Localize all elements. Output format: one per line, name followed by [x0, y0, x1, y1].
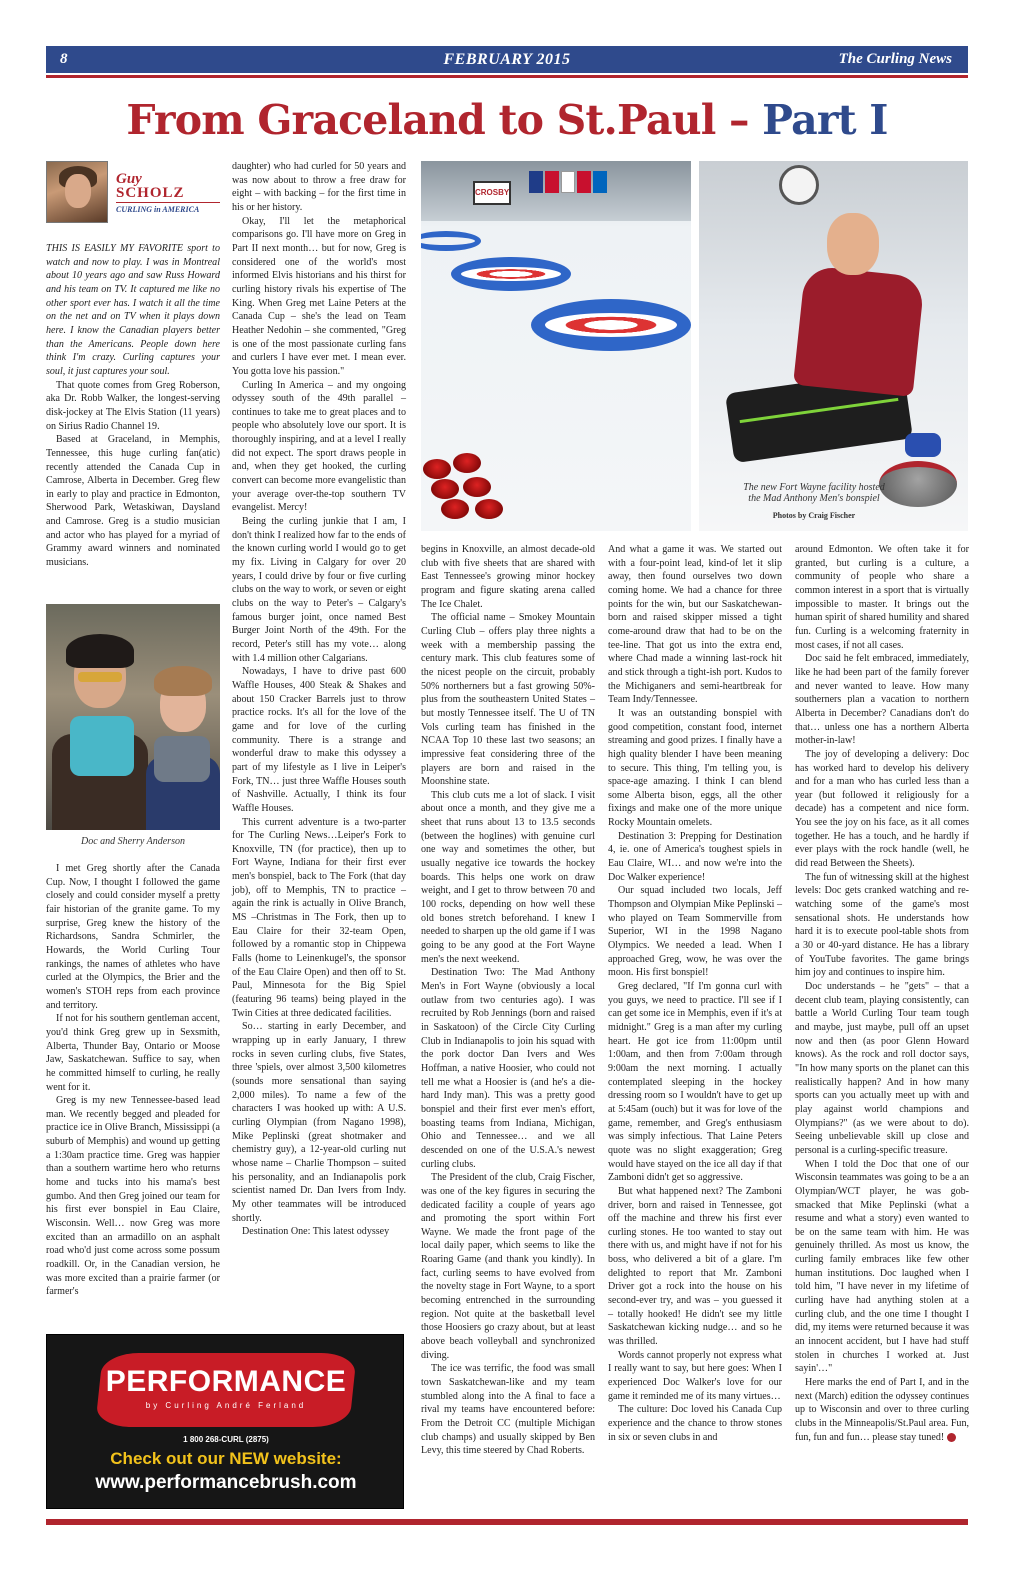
header-divider	[46, 75, 968, 78]
paragraph: The fun of witnessing skill at the highest levels: Doc gets cranked watching and re-watching some of the game's most sensational shots. He understands how hard it is to execute pool-table shots from a 30 or 40-yard distance. He has a library of YouTube favorites. The game brings him joy and continues to inspire him.	[795, 871, 969, 979]
photo-curling-rink	[421, 161, 691, 531]
curling-stone	[475, 499, 503, 519]
paragraph: When I told the Doc that one of our Wisconsin teammates was going to be a an Olympian/WCT player, he was gob-smacked that Mike Peplinski (what a resume and what a story) even wanted to be on the same team with him. He was genuinely thrilled. As most us know, the curling family embraces like few other human institutions. Doc laughed when I told him, "I have never in my lifetime of curling have had anything stolen at a curling club, and the one time I thought I did, my items were returned because it was an innocent accident, but I have had stuff stolen in churches I worked at. Just sayin'…"	[795, 1158, 969, 1375]
flag-icon	[561, 171, 575, 193]
byline-rule	[116, 202, 220, 203]
curling-stone	[441, 499, 469, 519]
paragraph: The President of the club, Craig Fischer, was one of the key figures in securing the dedicated facility a couple of years ago and promoting the sport within Fort Wayne. We made the front page of the local daily paper, which seems to like the Roaring Game (and thank you kindly). In fact, curling seems to have evolved from the novelty stage in Fort Wayne, to a sport becoming entrenched in the surrounding region. Not quite at the basketball level those Hoosiers go crazy about, but at least above beach volleyball and synchronized diving.	[421, 1172, 595, 1361]
paragraph: But what happened next? The Zamboni driver, born and raised in Tennessee, got off the machine and threw his first ever curling stones. He too wanted to stay out there with us, and might have if not for his boss, who delivered a bit of a glare. I'm delighted to report that Mr. Zamboni Driver got a rock into the house on his second-ever try, and was – you guessed it – totally hooked! He didn't see my little Saskatchewan kicking nudge… and so he was thrilled.	[608, 1185, 782, 1348]
curling-stone	[423, 459, 451, 479]
author-first-name: Guy	[116, 171, 142, 187]
paragraph: The joy of developing a delivery: Doc has worked hard to develop his delivery and for a man who has curled less than a year (but followed it religiously for a decade) has a competent and nice form. You see the joy on his face, as it all comes together. He has a touch, and he hardly if ever plays with the rock handle (well, he did read Between the Sheets).	[795, 748, 969, 870]
paragraph: Okay, I'll let the metaphorical comparisons go. I'll have more on Greg in Part II next month… but for now, Greg is considered one of the world's most informed Elvis historians and his thirst for curling history rivals his expertise of The King. When Greg met Laine Peters at the Canada Cup – she's the lead on Team Heather Nedohin – she commented, "Greg is one of the most passionate curling fans and curlers I have ever met. I mean ever. You gotta love his passion."	[232, 215, 406, 377]
headline-part: Part I	[762, 96, 888, 144]
ad-website-link[interactable]: www.performancebrush.com	[95, 1472, 357, 1493]
paragraph: This club cuts me a lot of slack. I visit about once a month, and they give me a sheet that runs about 13 to 13.5 seconds (between the hoglines) with genuine curl one way and sometimes the other, but usually negative ice towards the hockey boards. This helps one work on draw weight, and I get to throw between 70 and 100 rocks, depending on how well these old bones stretch beforehand. I knew I needed to sharpen up the old game if I was going to be any good at the Fort Wayne men's the next weekend.	[421, 789, 595, 965]
paragraph	[795, 1376, 969, 1444]
paragraph: The ice was terrific, the food was small town Saskatchewan-like and my team stumbled along into the A final to face a rival my teams have encountered before: From the Detroit CC (multiple Michigan club champs) and usually skipped by Ben Levy, this time steered by Chad Roberts.	[421, 1363, 595, 1457]
paragraph: Words cannot properly not express what I really want to say, but here goes: When I experienced Doc Walker's love for our game it reminded me of its many virtues…	[608, 1349, 782, 1402]
paragraph: Greg is my new Tennessee-based lead man. We recently begged and pleaded for practice ice in Olive Branch, Mississippi (a suburb of Memphis) and wound up getting a 1:30am practice time. Greg was happier than a southern wartime hero who returns home and tucks into his mama's best gumbo. And then Greg joined our team for his first ever bonspiel in Eau Claire, Wisconsin. Well… now Greg was more excited than an armadillo on an asphalt road who'd just come across some possum roadkill. Or, in the Canadian version, he was more excited than a prairie farmer (or farmer's	[46, 1095, 220, 1298]
paragraph: The official name – Smokey Mountain Curling Club – offers play three nights a week with a membership passing the century mark. This club features some of the nicest people on the circuit, probably 50% northerners but a fast growing 50%-plus from the southeastern United States – but mostly Tennessee itself. The U of TN Vols curling team has finished in the NCAA Top 10 these last two seasons; an impressive feat considering three of the players are born and raised in the Moonshine state.	[421, 612, 595, 788]
curling-stone	[431, 479, 459, 499]
paragraph: That quote comes from Greg Roberson, aka Dr. Robb Walker, the longest-serving disk-jockey at The Elvis Station (11 years) on Sirius Radio Channel 19.	[46, 379, 220, 432]
paragraph: Based at Graceland, in Memphis, Tennessee, this huge curling fan(atic) recently attended the Canada Cup in Camrose, Alberta in December. Greg flew in early to play and practice in Edmonton, Sherwood Park, Wetaskiwan, Daysland and Camrose. Greg is a studio musician and actor who has played for a myriad of Grammy award winners and nominated musicians.	[46, 434, 220, 569]
column-5	[795, 543, 969, 1444]
ad-call-to-action: Check out our NEW website:	[110, 1449, 342, 1468]
page-header-bar	[46, 46, 968, 73]
ad-tagline: by Curling André Ferland	[145, 1401, 307, 1410]
column-3	[421, 543, 595, 1458]
paragraph: It was an outstanding bonspiel with good competition, constant food, internet streaming and good prizes. I finally have a high quality blender I have been meaning to secure. This thing, I'm telling you, is space-age amazing. I think I can blend some Alberta bison, eggs, all the other fixings and make one of the more unique Rocky Mountain omelets.	[608, 707, 782, 829]
photo-curler-delivery	[699, 161, 968, 531]
footer-divider	[46, 1519, 968, 1525]
closing-text: Here marks the end of Part I, and in the next (March) edition the odyssey continues up to Wisconsin and over to three curling clubs in the Minneapolis/St.Paul area. Fun, fun, fun and fun… please stay tuned!	[795, 1377, 969, 1443]
flag-icon	[593, 171, 607, 193]
paragraph: Being the curling junkie that I am, I don't think I realized how far to the ends of the known curling world I would go to get my fix. Living in Calgary for over 20 years, I could drive by four or five curling clubs on the way to work, or seven or eight clubs on the way to Peter's – Calgary's famous burger joint, once named Best Burger Joint North of the 49th. For the record, Peter's still has my vote… along with 1.4 million other Calgarians.	[232, 516, 406, 664]
paragraph: This current adventure is a two-parter for The Curling News…Leiper's Fork to Knoxville, TN (for practice), then up to Fort Wayne, Indiana for their first ever men's bonspiel, back to The Fork (that day job), off to Memphis, TN to practice – again the rink is actually in Olive Branch, MS –Christmas in The Fork, then up to Eau Claire for their 32-team Open, followed by a romantic stop in Chippewa Falls (home to Leinenkugel's, the sponsor of the Eau Claire Open) and then off to St. Paul, Minnesota for the Big Spiel (featuring 96 teams) being played in the Twin Cities at three dedicated facilities.	[232, 816, 406, 1019]
paragraph: Doc said he felt embraced, immediately, like he had been part of the family forever and never wanted to leave. How many southerners plan a vacation to northern Alberta in December? Canadians don't do that… unless one has a northern Alberta mother-in-law!	[795, 653, 969, 747]
column-1-bottom	[46, 862, 220, 1299]
paragraph: Nowadays, I have to drive past 600 Waffle Houses, 400 Steak & Shakes and about 150 Cracker Barrels just to throw practice rocks. It's all for the love of the game and for love of the curling community. There is a strange and wonderful draw to make this odyssey a part of my lifestyle as I live in Leiper's Fork, TN… just three Waffle Houses south of Nashville. Actually, I think its four Waffle Houses.	[232, 666, 406, 814]
column-name: CURLING in AMERICA	[116, 205, 200, 214]
paragraph: begins in Knoxville, an almost decade-old club with five sheets that are shared with East Tennessee's growing minor hockey program and figure skating arena called The Ice Chalet.	[421, 544, 595, 610]
paragraph: Destination 3: Prepping for Destination 4, ie. one of America's toughest spiels in Eau Claire, WI… and now we're into the Doc Walker experience!	[608, 830, 782, 883]
page-number: 8	[60, 51, 68, 67]
curling-stone	[463, 477, 491, 497]
column-2	[232, 160, 406, 1239]
paragraph: Our squad included two locals, Jeff Thompson and Olympian Mike Peplinski – who played on Team Sommerville from Superior, WI in the 1998 Nagano Olympics. We needed a lead. When I approached Greg, wow, he was over the moon. His first bonspiel!	[608, 885, 782, 979]
house-ring	[531, 299, 691, 351]
house-ring	[451, 257, 571, 291]
author-last-name: SCHOLZ	[116, 185, 185, 201]
paragraph: around Edmonton. We often take it for granted, but curling is a culture, a community of people who share a common interest in a sport that is virtually impossible to master. It brings out the human spirit of shared humility and shared fun. Curling is a welcoming fraternity in most cases, if not all cases.	[795, 544, 969, 651]
paragraph: Destination One: This latest odyssey	[242, 1226, 390, 1238]
photo-credit: Photos by Craig Fischer	[772, 511, 856, 520]
photo-caption-doc: Doc and Sherry Anderson	[81, 836, 185, 847]
intro-quote: THIS IS EASILY MY FAVORITE sport to watch and now to play. I was in Montreal about 10 years ago and saw Russ Howard and his team on TV. It captured me like no other sport ever has. I watch it all the time on the net and on TV when it plays down here. I know the Canadian players better than the Americans. People down here think I'm crazy. Curling captures your soul, it just captures your soul.	[46, 243, 220, 377]
paragraph: Curling In America – and my ongoing odyssey south of the 49th parallel – continues to take me to great places and to people who absolutely love our sport. It is thoroughly inspiring, and at a level I really did not expect. The sport draws people in and, when they get hooked, the curling convert can become more evangelistic than your average over-the-top southern TV evangelist. Mercy!	[232, 379, 406, 514]
column-1-top	[46, 242, 220, 570]
house-ring	[421, 231, 481, 251]
author-byline	[46, 161, 220, 223]
caption-line-1: The new Fort Wayne facility hosted	[743, 482, 885, 493]
paragraph: daughter) who had curled for 50 years and was now about to throw a free draw for eight – with backing – for the first time in his or her history.	[232, 161, 406, 213]
flag-icon	[529, 171, 543, 193]
paragraph: Doc understands – he "gets" – that a decent club team, playing consistently, can battle a World Curling Tour team tough and maybe, just maybe, pull off an upset now and then (as poor Glenn Howard knows). As the rock and roll doctor says, "In how many sports on the planet can this realistically happen? And in how many sports can you actually meet up with and play against world champions and Olympians?" (as we were about to do). Seeing unbelievable skill up close and personal is a curling-specific treasure.	[795, 981, 969, 1156]
issue-date: FEBRUARY 2015	[443, 50, 571, 68]
performance-brush-ad[interactable]	[46, 1334, 404, 1509]
paragraph: And what a game it was. We started out with a four-point lead, kind-of let it slip away, then found ourselves two down coming home. We had a chance for three points for the win, but our Saskatchewan-born and raised skipper missed a tight come-around draw that had to be on the tee-line. That got us into the extra end, where Chad made a winning last-rock hit and stick through a tight-ish port. Kudos to the Michiganers and semi-heartbreak for Team Indy/Tennessee.	[608, 544, 782, 706]
paragraph: I met Greg shortly after the Canada Cup. Now, I thought I followed the game closely and could consider myself a pretty fair historian of the granite game. To my surprise, Greg knew the history of the Richardsons, Sandra Schmirler, the Howards, the World Curling Tour rankings, the names of athletes who have curled at the Olympics, the Brier and the women's STOH reps from each province and territory.	[46, 863, 220, 1011]
ad-phone: 1 800 268-CURL (2875)	[183, 1435, 269, 1444]
caption-line-2: the Mad Anthony Men's bonspiel	[748, 493, 880, 504]
paragraph: So… starting in early December, and wrapping up in early January, I threw rocks in seven curling clubs, five States, three 'spiels, over almost 3,500 kilometres (sounds more sensational than saying 2,000 miles). To name a few of the characters I was hooked up with: A U.S. curling Olympian (from Nagano 1998), Mike Peplinski (great shotmaker and chemistry guy), a 12-year-old curling nut whose name – Charlie Thompson – suited his personality, and an Indianapolis pork scientist named Dr. Dan Ivers from Indy. My other teammates will be introduced shortly.	[232, 1021, 406, 1224]
photo-caption-curler	[699, 482, 929, 504]
end-of-article-icon	[947, 1433, 956, 1442]
clock-icon	[779, 165, 819, 205]
paragraph: Destination Two: The Mad Anthony Men's in Fort Wayne (obviously a local outlaw from two centuries ago). I was recruited by Rob Jennings (born and raised in Saskatoon) of the Circle City Curling Club in Indianapolis to join his squad with the pork doctor Dan Ivers and Wes Hoffman, a native Hoosier, who could not tell me what a Hoosier is (and he's a die-hard Indy man). This was a pretty good bonspiel and their first ever men's effort, boasting teams from Indiana, Michigan, Ohio and Tennessee… and we all descended on one of the U.S.A.'s newest curling clubs.	[421, 967, 595, 1170]
photo-doc-and-sherry	[46, 604, 220, 830]
author-photo	[46, 161, 108, 223]
article-headline	[46, 96, 968, 144]
paragraph: The culture: Doc loved his Canada Cup experience and the chance to throw stones in six or seven clubs in and	[608, 1404, 782, 1443]
paragraph: If not for his southern gentleman accent, you'd think Greg grew up in Sexsmith, Alberta, Thunder Bay, Ontario or Moose Jaw, Saskatchewan. Suffice to say, when he committed himself to curling, he really went for it.	[46, 1013, 220, 1093]
paragraph: Greg declared, "If I'm gonna curl with you guys, we need to practice. I'll see if I can get some ice in Memphis, even if it's at midnight." Greg is a man after my curling heart. He got ice from 11:00pm until 1:00am, and then from 7:00am through 9:00am the next morning. I actually contemplated sleeping in the hockey dressing room so I wouldn't have to get up at 5:45am (ouch) but it was for love of the game, remember, and Greg's enthusiasm was simply infectious. That Laine Peters quote was no slight exaggeration; Greg would have stayed on the ice all day if that Zamboni didn't get so aggressive.	[608, 981, 782, 1184]
publication-name: The Curling News	[838, 51, 952, 67]
flag-icon	[577, 171, 591, 193]
rink-sponsor-logo: CROSBY	[473, 181, 511, 205]
flag-icon	[545, 171, 559, 193]
headline-main: From Graceland to St.Paul –	[126, 96, 763, 144]
ad-brand: PERFORMANCE	[105, 1365, 347, 1398]
column-4	[608, 543, 782, 1444]
curling-stone	[453, 453, 481, 473]
